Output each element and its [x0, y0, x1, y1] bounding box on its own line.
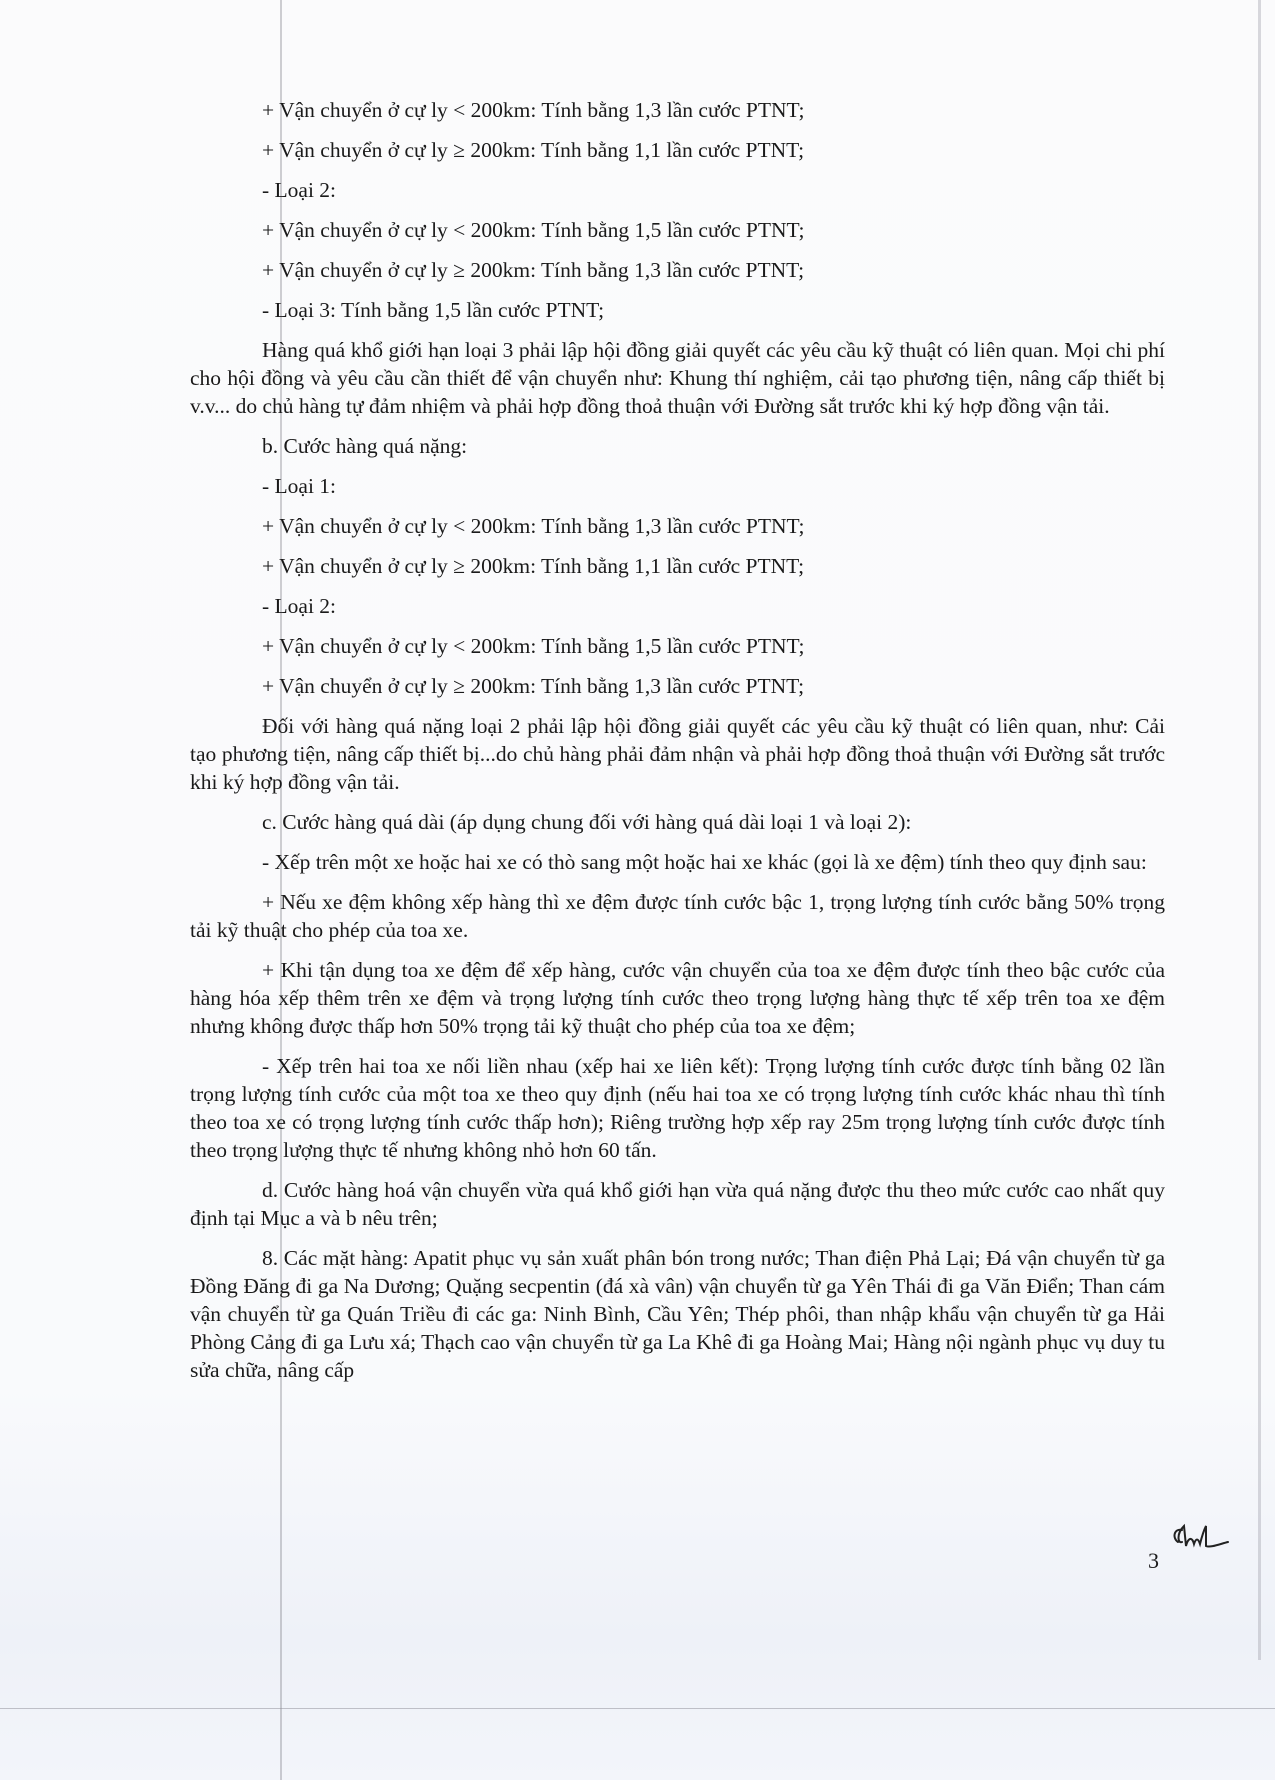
text-line: + Vận chuyển ở cự ly < 200km: Tính bằng 1,3 lần cước PTNT; — [262, 514, 805, 538]
document-body — [190, 96, 1165, 1396]
paragraph-c2: + Nếu xe đệm không xếp hàng thì xe đệm được tính cước bậc 1, trọng lượng tính cước bằng 50% trọng tải kỹ thuật cho phép của toa xe. — [190, 890, 1165, 942]
text-line: - Loại 2: — [262, 594, 337, 618]
text-line: + Vận chuyển ở cự ly ≥ 200km: Tính bằng 1,3 lần cước PTNT; — [262, 258, 805, 282]
paragraph-c3: + Khi tận dụng toa xe đệm để xếp hàng, cước vận chuyển của toa xe đệm được tính theo bậc cước của hàng hóa xếp thêm trên xe đệm và trọng lượng tính cước theo trọng lượng hàng thực tế xếp trên toa xe đệm nhưng không được thấp hơn 50% trọng tải kỹ thuật cho phép của toa xe đệm; — [190, 958, 1165, 1038]
paragraph-8: 8. Các mặt hàng: Apatit phục vụ sản xuất phân bón trong nước; Than điện Phả Lại; Đá vận chuyển từ ga Đồng Đăng đi ga Na Dương; Quặng secpentin (đá xà vân) vận chuyển từ ga Yên Thái đi ga Văn Điển; Than cám vận chuyển từ ga Quán Triều đi các ga: Ninh Bình, Cầu Yên; Thép phôi, than nhập khẩu vận chuyển từ ga Hải Phòng Cảng đi ga Lưu xá; Thạch cao vận chuyển từ ga La Khê đi ga Hoàng Mai; Hàng nội ngành phục vụ duy tu sửa chữa, nâng cấp — [190, 1246, 1165, 1382]
paragraph-oversize-class3: Hàng quá khổ giới hạn loại 3 phải lập hội đồng giải quyết các yêu cầu kỹ thuật có liên quan. Mọi chi phí cho hội đồng và yêu cầu cần thiết để vận chuyển như: Khung thí nghiệm, cải tạo phương tiện, nâng cấp thiết bị v.v... do chủ hàng tự đảm nhiệm và phải hợp đồng thoả thuận với Đường sắt trước khi ký hợp đồng vận tải. — [190, 338, 1165, 418]
paragraph-d: d. Cước hàng hoá vận chuyển vừa quá khổ giới hạn vừa quá nặng được thu theo mức cước cao nhất quy định tại Mục a và b nêu trên; — [190, 1178, 1165, 1230]
text-line: + Vận chuyển ở cự ly < 200km: Tính bằng 1,3 lần cước PTNT; — [262, 98, 805, 122]
paragraph-c4: - Xếp trên hai toa xe nối liền nhau (xếp hai xe liên kết): Trọng lượng tính cước được tính bằng 02 lần trọng lượng tính cước của một toa xe theo quy định (nếu hai toa xe có trọng lượng tính cước khác nhau thì tính theo toa xe có trọng lượng tính cước thấp hơn); Riêng trường hợp xếp ray 25m trọng lượng tính cước được tính theo trọng lượng thực tế nhưng không nhỏ hơn 60 tấn. — [190, 1054, 1165, 1162]
section-heading-b: b. Cước hàng quá nặng: — [262, 434, 468, 458]
text-line: + Vận chuyển ở cự ly ≥ 200km: Tính bằng 1,3 lần cước PTNT; — [262, 674, 805, 698]
handwritten-signature-icon — [1168, 1520, 1230, 1556]
scan-edge — [1258, 0, 1261, 1660]
paragraph-c1: - Xếp trên một xe hoặc hai xe có thò sang một hoặc hai xe khác (gọi là xe đệm) tính theo quy định sau: — [262, 850, 1147, 874]
page-number: 3 — [1148, 1548, 1159, 1573]
scan-bottom-edge — [0, 1708, 1275, 1709]
text-line: + Vận chuyển ở cự ly < 200km: Tính bằng 1,5 lần cước PTNT; — [262, 634, 805, 658]
section-heading-c: c. Cước hàng quá dài (áp dụng chung đối với hàng quá dài loại 1 và loại 2): — [262, 810, 912, 834]
paragraph-heavy-class2: Đối với hàng quá nặng loại 2 phải lập hội đồng giải quyết các yêu cầu kỹ thuật có liên quan, như: Cải tạo phương tiện, nâng cấp thiết bị...do chủ hàng phải đảm nhận và phải hợp đồng thoả thuận với Đường sắt trước khi ký hợp đồng vận tải. — [190, 714, 1165, 794]
text-line: + Vận chuyển ở cự ly ≥ 200km: Tính bằng 1,1 lần cước PTNT; — [262, 554, 805, 578]
text-line: - Loại 1: — [262, 474, 337, 498]
text-line: - Loại 2: — [262, 178, 337, 202]
text-line: + Vận chuyển ở cự ly ≥ 200km: Tính bằng 1,1 lần cước PTNT; — [262, 138, 805, 162]
text-line: - Loại 3: Tính bằng 1,5 lần cước PTNT; — [262, 298, 605, 322]
text-line: + Vận chuyển ở cự ly < 200km: Tính bằng 1,5 lần cước PTNT; — [262, 218, 805, 242]
